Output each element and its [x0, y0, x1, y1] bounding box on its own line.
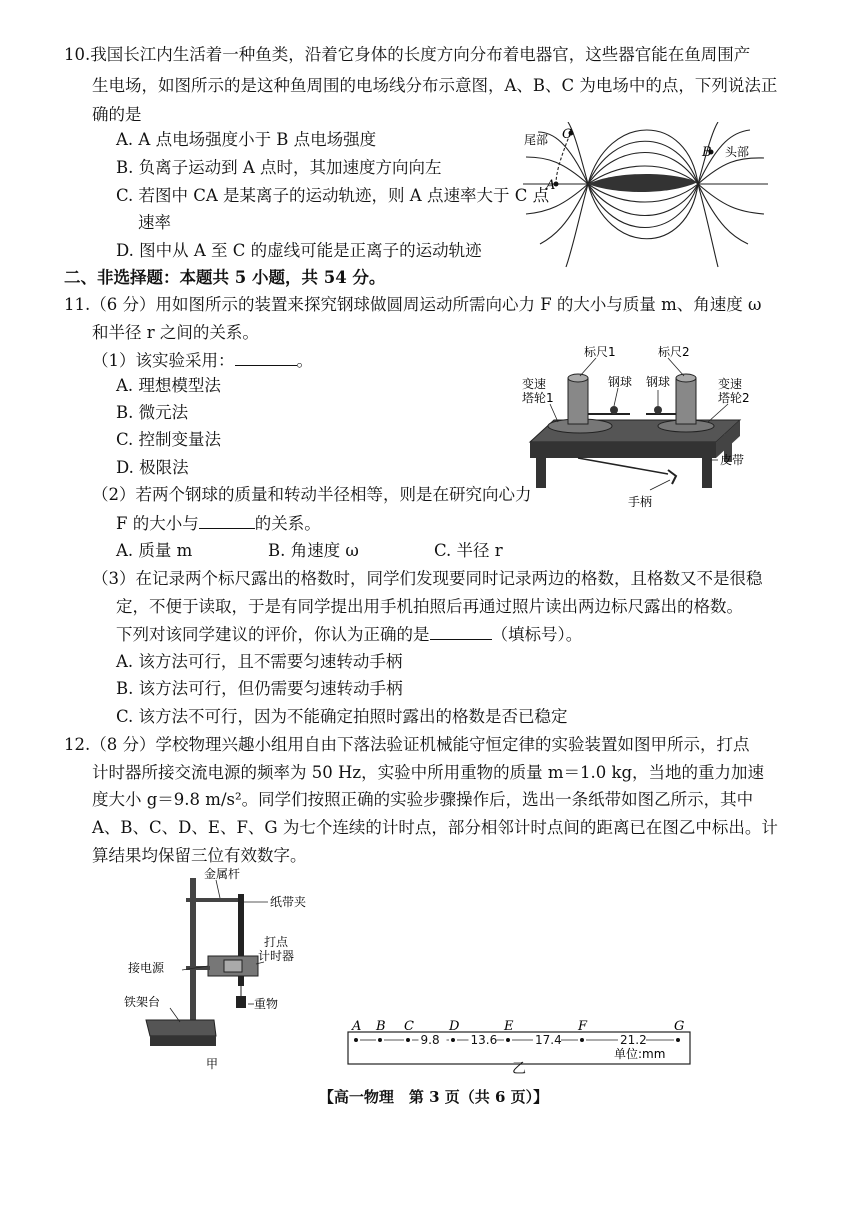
q11-sub2-pre: F 的大小与	[116, 514, 199, 533]
answer-blank	[430, 623, 492, 640]
wheel1-label-a: 变速	[522, 377, 547, 391]
rod-label: 金属杆	[204, 867, 241, 881]
wheel2-label-a: 变速	[718, 377, 743, 391]
q11-sub3-line-3	[116, 623, 582, 646]
q10-option-c-cont: 速率	[138, 213, 171, 232]
tape-point-dot	[580, 1038, 584, 1042]
q11-sub2-line-2	[116, 512, 321, 535]
point-a-label: A	[546, 178, 556, 193]
q11-sub3-tail: （填标号）。	[491, 625, 583, 644]
q10-option-c: C. 若图中 CA 是某离子的运动轨迹，则 A 点速率大于 C 点	[116, 186, 550, 205]
tape-interval-label: 13.6	[470, 1033, 498, 1047]
tape-point-label: G	[674, 1020, 685, 1034]
fish-icon	[588, 174, 698, 192]
stand-label: 铁架台	[124, 995, 161, 1009]
point-c-label: C	[562, 127, 572, 142]
free-fall-apparatus-figure	[120, 866, 320, 1072]
q11-sub1: （1）该实验采用： 。	[92, 351, 313, 370]
fish-head-label: 头部	[725, 145, 750, 159]
ruler1-label: 标尺1	[584, 345, 616, 359]
crank-handle-icon	[668, 470, 676, 484]
weight-icon	[236, 996, 246, 1008]
tape-point-label: D	[449, 1020, 460, 1034]
q11-sub3-line-1: （3）在记录两个标尺露出的格数时，同学们发现要同时记录两边的格数，且格数又不是很稳	[92, 569, 763, 588]
q12-stem-line-3: 度大小 g＝9.8 m/s²。同学们按照正确的实验步骤操作后，选出一条纸带如图乙所示，其中	[92, 790, 754, 809]
q10-option-a: A. A 点电场强度小于 B 点电场强度	[116, 130, 377, 149]
belt-label: 皮带	[720, 453, 745, 467]
tape-point-dot	[451, 1038, 455, 1042]
answer-blank	[199, 512, 255, 529]
q11-sub3-option-a: A. 该方法可行，且不需要匀速转动手柄	[116, 652, 403, 671]
tape-point-dot	[406, 1038, 410, 1042]
wheel1-label-b: 塔轮1	[522, 391, 554, 405]
tape-point-dot	[676, 1038, 680, 1042]
timer-label-b: 计时器	[258, 949, 295, 963]
q10-stem-line-3: 确的是	[92, 105, 142, 124]
timer-label-a: 打点	[264, 935, 289, 949]
wheel2-label-b: 塔轮2	[718, 391, 750, 405]
q11-sub2-post: 的关系。	[254, 514, 321, 533]
point-b-label: B	[702, 145, 712, 160]
q11-sub1-option-b: B. 微元法	[116, 403, 189, 422]
q10-stem-line-2: 生电场，如图所示的是这种鱼周围的电场线分布示意图，A、B、C 为电场中的点，下列说法正	[92, 76, 778, 95]
figure-jia-caption: 甲	[206, 1057, 219, 1071]
q12-stem-line-4: A、B、C、D、E、F、G 为七个连续的计时点，部分相邻计时点间的距离已在图乙中标出。计	[92, 818, 778, 837]
q11-sub2-option-a: A. 质量 m	[116, 541, 193, 560]
q10-option-b: B. 负离子运动到 A 点时，其加速度方向向左	[116, 158, 442, 177]
tape-interval-label: 9.8	[420, 1033, 440, 1047]
tape-point-label: B	[376, 1020, 386, 1034]
tape-point-dot	[354, 1038, 358, 1042]
tape-point-label: A	[352, 1020, 362, 1034]
q11-sub1-text: （1）该实验采用：	[92, 351, 235, 370]
ball1-label: 钢球	[608, 375, 633, 389]
ball2-label: 钢球	[646, 375, 671, 389]
q11-sub2-line-1: （2）若两个钢球的质量和转动半径相等，则是在研究向心力	[92, 485, 532, 504]
weight-label: 重物	[254, 997, 279, 1011]
tape-point-label: E	[504, 1020, 514, 1034]
q11-sub2-option-c: C. 半径 r	[434, 541, 503, 560]
q10-option-d: D. 图中从 A 至 C 的虚线可能是正离子的运动轨迹	[116, 241, 482, 260]
answer-blank	[235, 349, 297, 366]
q11-sub3-option-c: C. 该方法不可行，因为不能确定拍照时露出的格数是否已稳定	[116, 707, 568, 726]
q11-stem-line-1: 11.（6 分）用如图所示的装置来探究钢球做圆周运动所需向心力 F 的大小与质量 m、角速度 ω	[64, 295, 762, 314]
tape-point-dot	[378, 1038, 382, 1042]
handle-label: 手柄	[628, 495, 653, 509]
tape-interval-label: 17.4	[535, 1033, 562, 1047]
q12-stem-line-5: 算结果均保留三位有效数字。	[92, 846, 307, 865]
q10-stem-line-1: 10.我国长江内生活着一种鱼类，沿着它身体的长度方向分布着电器官，这些器官能在鱼周围产	[64, 45, 751, 64]
q12-stem-line-1: 12.（8 分）学校物理兴趣小组用自由下落法验证机械能守恒定律的实验装置如图甲所示，打点	[64, 735, 750, 754]
figure-yi-caption: 乙	[512, 1061, 526, 1077]
q12-stem-line-2: 计时器所接交流电源的频率为 50 Hz，实验中所用重物的质量 m＝1.0 kg，当地的重力加速	[92, 763, 765, 782]
tape-unit-label: 单位:mm	[614, 1047, 666, 1061]
q11-sub3-text: 下列对该同学建议的评价，你认为正确的是	[116, 625, 430, 644]
section-2-heading: 二、非选择题：本题共 5 小题，共 54 分。	[64, 268, 386, 287]
page-footer: 【高一物理 第 3 页（共 6 页）】	[318, 1088, 549, 1106]
centripetal-apparatus-figure	[518, 342, 788, 517]
q11-sub2-option-b: B. 角速度 ω	[268, 541, 359, 560]
q11-sub3-line-2: 定，不便于读取，于是有同学提出用手机拍照后再通过照片读出两边标尺露出的格数。	[116, 597, 743, 616]
tape-point-label: F	[578, 1020, 588, 1034]
q11-sub3-option-b: B. 该方法可行，但仍需要匀速转动手柄	[116, 679, 403, 698]
power-label: 接电源	[128, 961, 165, 975]
q11-sub1-option-c: C. 控制变量法	[116, 430, 222, 449]
ruler2-label: 标尺2	[658, 345, 690, 359]
fish-tail-label: 尾部	[524, 133, 549, 147]
fish-field-figure	[518, 122, 783, 270]
q11-sub1-option-d: D. 极限法	[116, 458, 189, 477]
q11-sub1-option-a: A. 理想模型法	[116, 376, 221, 395]
tape-interval-label: 21.2	[620, 1033, 647, 1047]
tape-point-label: C	[404, 1020, 414, 1034]
q11-stem-line-2: 和半径 r 之间的关系。	[92, 323, 259, 342]
clip-label: 纸带夹	[270, 895, 307, 909]
tape-point-dot	[506, 1038, 510, 1042]
